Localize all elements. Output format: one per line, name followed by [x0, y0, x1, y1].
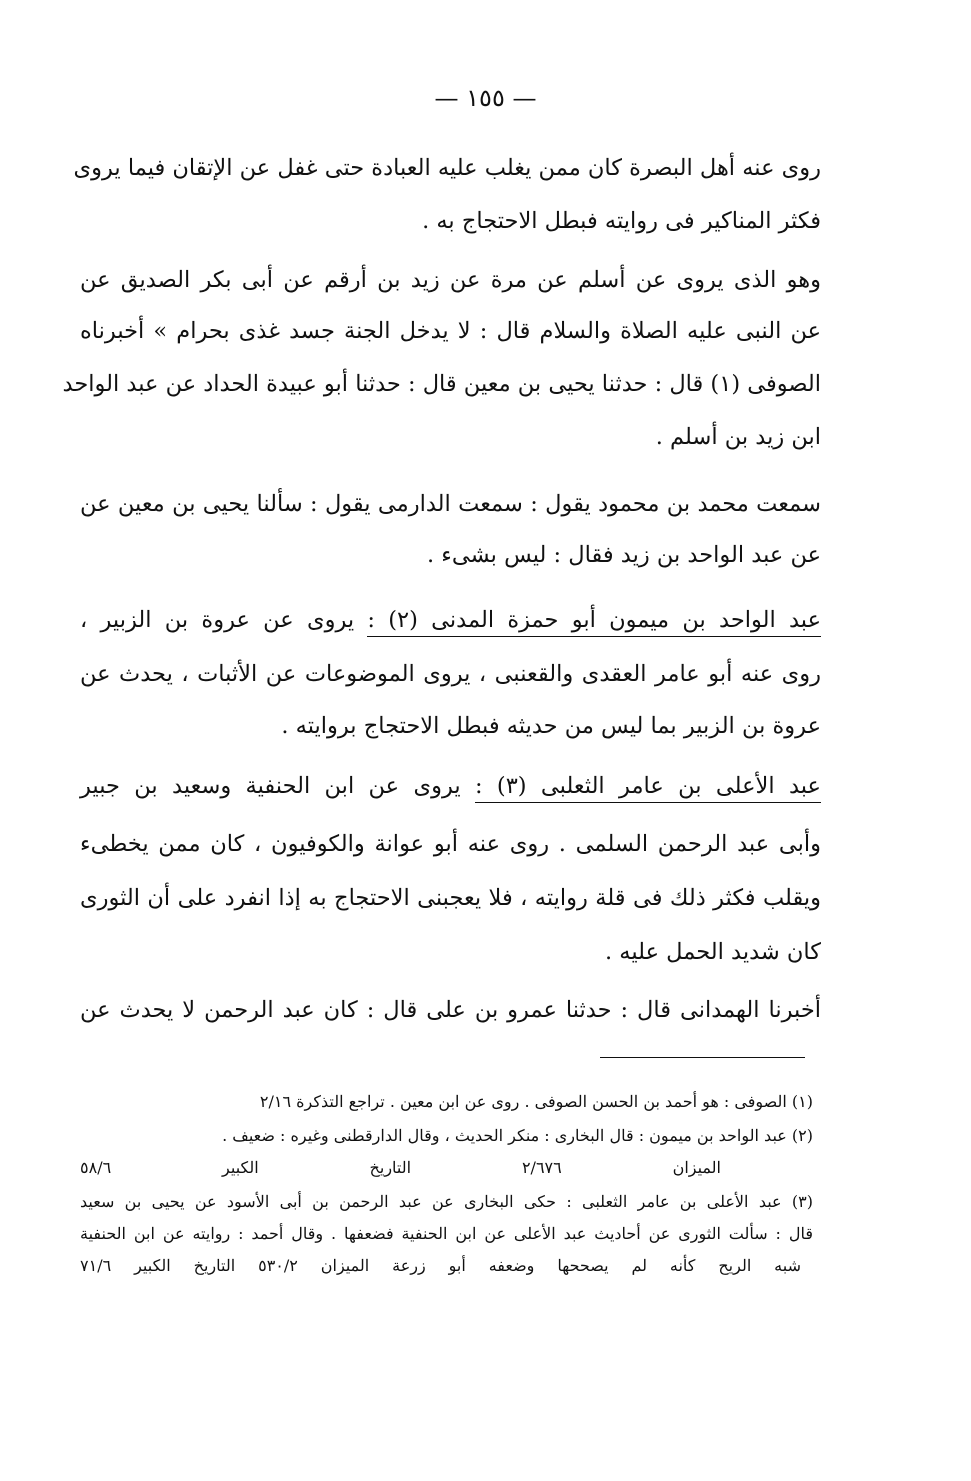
entry-heading-line	[80, 768, 821, 804]
body-line: وهو الذى يروى عن أسلم عن مرة عن زيد بن أرقم عن أبى بكر الصديق عن	[80, 267, 821, 293]
entry-heading-rest: يروى عن عروة بن الزبير ،	[80, 607, 355, 633]
body-line: عن عبد الواحد بن زيد فقال : ليس بشىء .	[426, 542, 821, 568]
entry-heading: عبد الواحد بن ميمون أبو حمزة المدنى (٢) :	[367, 607, 821, 637]
footnote-separator	[600, 1057, 805, 1058]
footnote-line: قال : سألت الثورى عن أحاديث عبد الأعلى عن ابن الحنفية فضعفها . وقال أحمد : روايته عن ابن الحنفية	[80, 1224, 813, 1243]
footnote-ref: الميزان ٥٣٠/٢	[258, 1256, 370, 1275]
footnote-line: (٢) عبد الواحد بن ميمون : قال البخارى : منكر الحديث ، وقال الدارقطنى وغيره : ضعيف .	[222, 1126, 813, 1145]
footnote-ref: الميزان ٢/٦٧٦	[521, 1158, 722, 1177]
footnote-text: شبه الريح كأنه لم يصححها وضعفه أبو زرعة	[392, 1256, 801, 1275]
footnote-ref: التاريخ الكبير ٥٨/٦	[80, 1158, 412, 1177]
body-line: ابن زيد بن أسلم .	[655, 424, 821, 450]
body-line: كان شديد الحمل عليه .	[605, 939, 821, 965]
entry-heading: عبد الأعلى بن عامر الثعلبى (٣) :	[475, 773, 821, 803]
footnote-refs-line	[80, 1254, 801, 1278]
footnote-line: (١) الصوفى : هو أحمد بن الحسن الصوفى . روى عن ابن معين . تراجع التذكرة ٢/١٦	[259, 1092, 813, 1111]
body-line: عن النبى عليه الصلاة والسلام قال : لا يدخل الجنة جسد غذى بحرام » أخبرناه	[80, 318, 821, 344]
footnote-line: (٣) عبد الأعلى بن عامر الثعلبى : حكى البخارى عن عبد الرحمن بن أبى الأسود عن يحيى بن سعيد	[80, 1192, 813, 1211]
entry-heading-rest: يروى عن ابن الحنفية وسعيد بن جبير	[80, 773, 461, 799]
footnote-refs-line	[80, 1156, 721, 1180]
body-line: الصوفى (١) قال : حدثنا يحيى بن معين قال : حدثنا أبو عبيدة الحداد عن عبد الواحد	[62, 371, 821, 397]
entry-heading-line	[80, 602, 821, 638]
page-number: — ١٥٥ —	[434, 84, 537, 112]
body-line: روى عنه أهل البصرة كان ممن يغلب عليه العبادة حتى غفل عن الإتقان فيما يروى	[73, 155, 821, 181]
body-line: ويقلب فكثر ذلك فى قلة روايته ، فلا يعجبنى الاحتجاج به إذا انفرد على أن الثورى	[80, 885, 821, 911]
body-line: سمعت محمد بن محمود يقول : سمعت الدارمى يقول : سألنا يحيى بن معين عن	[80, 491, 821, 517]
body-line: وأبى عبد الرحمن السلمى . روى عنه أبو عوانة والكوفيون ، كان ممن يخطىء	[80, 831, 821, 857]
body-line: أخبرنا الهمدانى قال : حدثنا عمرو بن على قال : كان عبد الرحمن لا يحدث عن	[80, 997, 821, 1023]
body-line: روى عنه أبو عامر العقدى والقعنبى ، يروى الموضوعات عن الأثبات ، يحدث عن	[80, 661, 821, 687]
body-line: عروة بن الزبير بما ليس من حديثه فبطل الاحتجاج بروايته .	[281, 713, 821, 739]
footnote-ref: التاريخ الكبير ٧١/٦	[80, 1256, 236, 1275]
body-line: فكثر المناكير فى روايته فبطل الاحتجاج به .	[422, 208, 821, 234]
